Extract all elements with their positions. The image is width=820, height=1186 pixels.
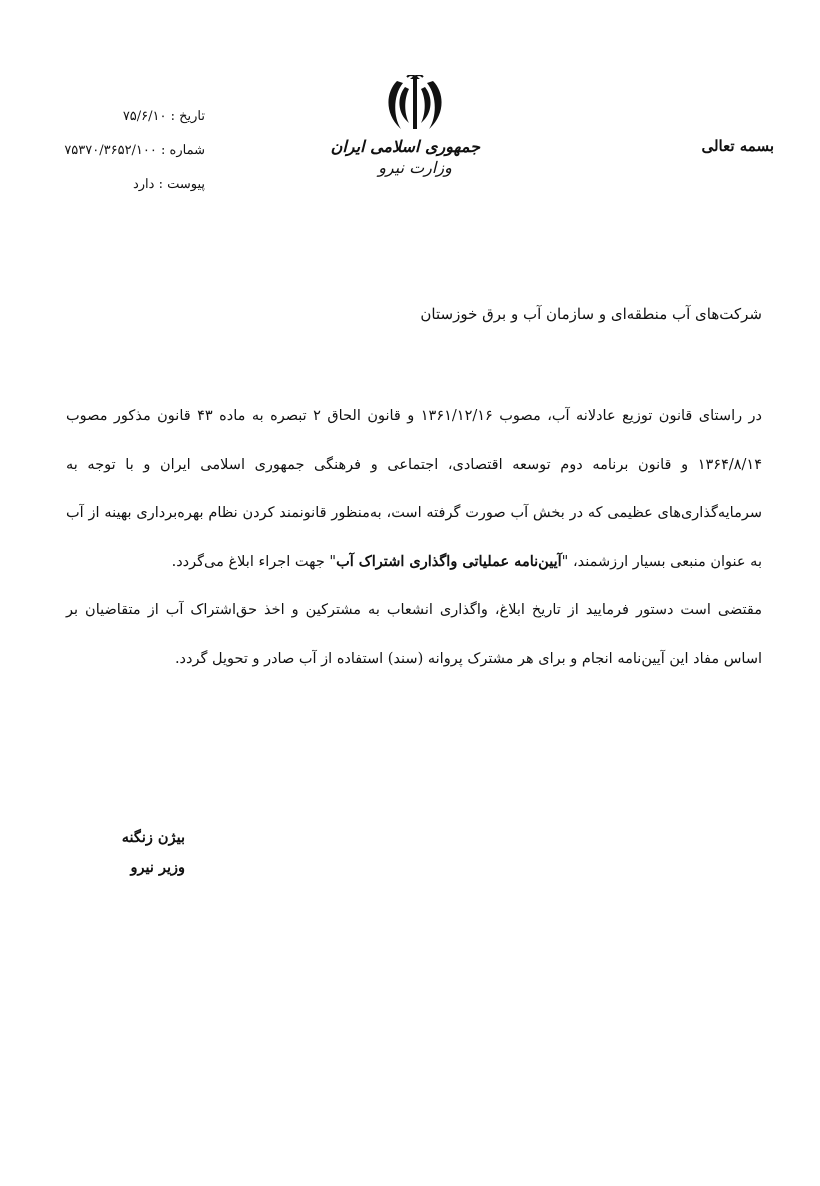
letter-paragraph-2: مقتضی است دستور فرمایید از تاریخ ابلاغ، واگذاری انشعاب به مشترکین و اخذ حق‌اشتراک آب از متقاضیان بر اساس مفاد این آیین‌نامه انجام و برای هر مشترک پروانه (سند) استفاده از آب صادر و تحویل گردد. xyxy=(66,602,762,667)
letter-recipient: شرکت‌های آب منطقه‌ای و سازمان آب و برق خوزستان xyxy=(420,305,762,323)
signature-block xyxy=(105,823,185,883)
letter-date: تاریخ : ۷۵/۶/۱۰ xyxy=(122,109,205,124)
paragraph-1-text-start: در راستای قانون توزیع عادلانه آب، مصوب ۱۳۶۱/۱۲/۱۶ و قانون الحاق ۲ تبصره به ماده ۴۳ قانون مذکور مصوب ۱۳۶۴/۸/۱۴ و قانون برنامه دوم توسعه اقتصادی، اجتماعی و فرهنگی جمهوری اسلامی ایران و با توجه به سرمایه‌گذاری‌های عظیمی که در بخش آب صورت گرفته است، به‌منظور قانونمند کردن نظام بهره‌برداری بهینه از آب به عنوان منبعی بسیار ارزشمند، " xyxy=(66,408,763,570)
signer-name: بیژن زنگنه xyxy=(121,829,185,846)
iran-emblem-icon xyxy=(383,75,447,135)
basmala: بسمه تعالی xyxy=(701,137,774,155)
paragraph-1-text-end: " جهت اجراء ابلاغ می‌گردد. xyxy=(171,553,337,570)
regulation-title: آیین‌نامه عملیاتی واگذاری اشتراک آب xyxy=(336,552,562,570)
letter-number: شماره : ۷۵۳۷۰/۳۶۵۲/۱۰۰ xyxy=(64,143,205,158)
letter-paragraph-1 xyxy=(66,392,762,586)
letter-body xyxy=(66,392,762,683)
letter-attachment: پیوست : دارد xyxy=(132,177,205,192)
letterhead-emblem-block xyxy=(330,75,480,177)
republic-name: جمهوری اسلامی ایران xyxy=(330,137,480,156)
letter-meta xyxy=(64,100,205,202)
signer-title: وزیر نیرو xyxy=(130,859,185,876)
ministry-name: وزارت نیرو xyxy=(378,158,452,177)
